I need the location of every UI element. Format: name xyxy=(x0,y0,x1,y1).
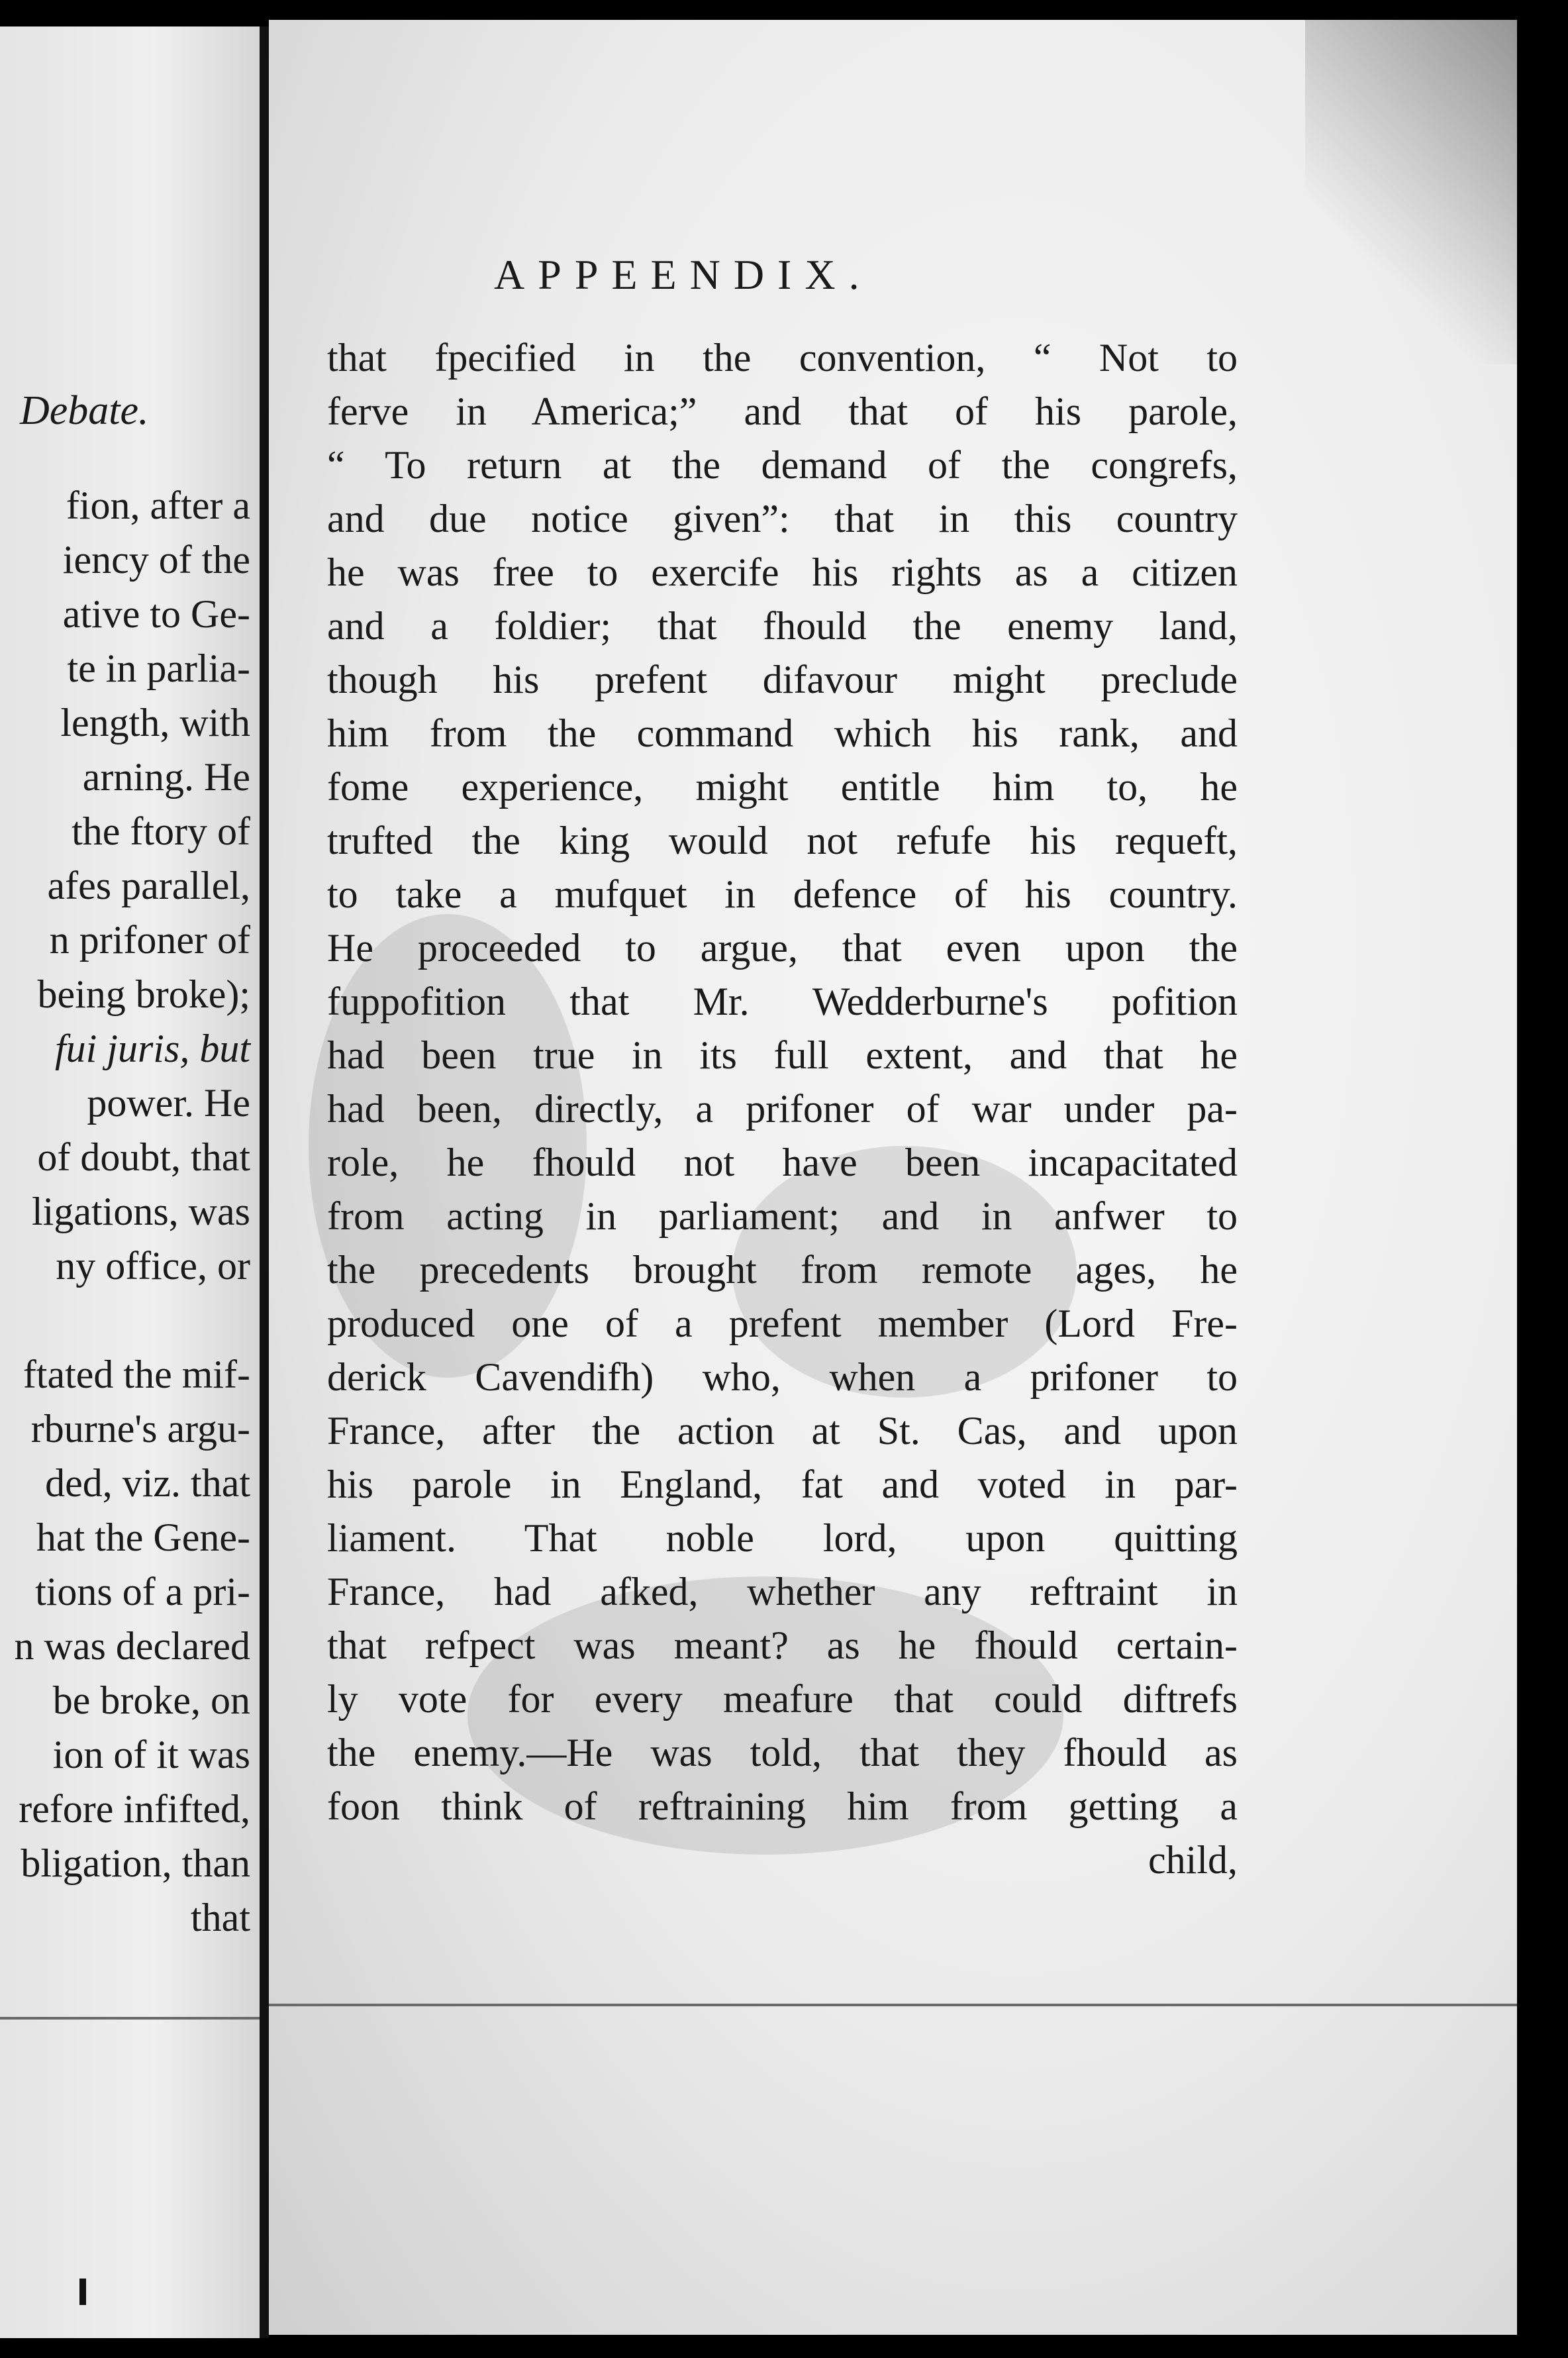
left-line: arning. He xyxy=(82,755,250,799)
text-line: his parole in England, fat and voted in par- xyxy=(327,1462,1238,1506)
running-head: APPEENDIX. xyxy=(494,251,873,298)
left-line: being broke); xyxy=(37,972,250,1016)
left-line: power. He xyxy=(87,1081,250,1125)
left-line: rburne's argu- xyxy=(30,1407,250,1451)
left-line: that xyxy=(191,1896,250,1939)
left-line: ligations, was xyxy=(32,1190,250,1233)
text-line: that refpect was meant? as he fhould certain- xyxy=(327,1623,1238,1667)
left-line: be broke, on xyxy=(52,1678,250,1722)
left-line: ny office, or xyxy=(56,1244,250,1288)
text-line: liament. That noble lord, upon quitting xyxy=(327,1516,1238,1560)
left-line: length, with xyxy=(60,701,250,744)
left-page-fold-line xyxy=(0,2017,260,2020)
text-line: derick Cavendifh) who, when a prifoner to xyxy=(327,1355,1238,1399)
page-corner-shadow xyxy=(1305,20,1517,364)
text-line: to take a mufquet in defence of his country. xyxy=(327,872,1238,916)
left-line: the ftory of xyxy=(72,809,250,853)
left-page xyxy=(0,26,260,2338)
left-line: hat the Gene- xyxy=(36,1515,250,1559)
left-line: ftated the mif- xyxy=(23,1353,250,1396)
left-line xyxy=(15,1293,250,1347)
right-page xyxy=(269,20,1517,2335)
left-line: ion of it was xyxy=(52,1733,250,1776)
text-line: the enemy.—He was told, that they fhould as xyxy=(327,1731,1238,1774)
left-line: ative to Ge- xyxy=(62,592,250,636)
left-line: bligation, than xyxy=(21,1841,250,1885)
text-line: trufted the king would not refufe his requeft, xyxy=(327,819,1238,862)
text-line: fome experience, might entitle him to, he xyxy=(327,765,1238,809)
text-line: he was free to exercife his rights as a citizen xyxy=(327,550,1238,594)
left-line: ded, viz. that xyxy=(45,1461,250,1505)
body-text xyxy=(327,331,1238,1887)
left-line: fui juris, but xyxy=(54,1027,250,1070)
left-line: fion, after a xyxy=(66,484,250,527)
text-line: fuppofition that Mr. Wedderburne's pofition xyxy=(327,980,1238,1023)
text-line: France, after the action at St. Cas, and upon xyxy=(327,1409,1238,1453)
text-line: foon think of reftraining him from getting a xyxy=(327,1784,1238,1828)
text-line: and due notice given”: that in this country xyxy=(327,497,1238,540)
text-line: from acting in parliament; and in anfwer to xyxy=(327,1194,1238,1238)
left-page-text xyxy=(15,478,250,1945)
left-page-header: Debate. xyxy=(20,388,149,433)
text-line: role, he fhould not have been incapacitated xyxy=(327,1141,1238,1184)
text-line: had been true in its full extent, and that he xyxy=(327,1033,1238,1077)
text-line: had been, directly, a prifoner of war under pa- xyxy=(327,1087,1238,1131)
left-line: te in parlia- xyxy=(67,646,250,690)
page-fold-line xyxy=(269,2004,1517,2006)
left-line: refore infifted, xyxy=(19,1787,250,1831)
text-line: He proceeded to argue, that even upon the xyxy=(327,926,1238,970)
text-line: produced one of a prefent member (Lord Fre- xyxy=(327,1302,1238,1345)
binding-mark xyxy=(79,2279,86,2305)
book-gutter xyxy=(260,26,269,2338)
left-line: n prifoner of xyxy=(49,918,250,962)
left-line: tions of a pri- xyxy=(35,1570,250,1614)
text-line: ferve in America;” and that of his parole, xyxy=(327,389,1238,433)
text-line: ly vote for every meafure that could diftrefs xyxy=(327,1677,1238,1721)
left-line: afes parallel, xyxy=(47,864,250,907)
text-line: that fpecified in the convention, “ Not to xyxy=(327,336,1238,380)
catchword: child, xyxy=(1148,1838,1238,1882)
text-line: France, had afked, whether any reftraint in xyxy=(327,1570,1238,1614)
left-line: of doubt, that xyxy=(37,1135,250,1179)
text-line: him from the command which his rank, and xyxy=(327,711,1238,755)
left-line: iency of the xyxy=(62,538,250,582)
text-line: “ To return at the demand of the congrefs, xyxy=(327,443,1238,487)
text-line: the precedents brought from remote ages, he xyxy=(327,1248,1238,1292)
text-line: though his prefent difavour might preclude xyxy=(327,658,1238,701)
text-line: and a foldier; that fhould the enemy land, xyxy=(327,604,1238,648)
left-line: n was declared xyxy=(14,1624,250,1668)
